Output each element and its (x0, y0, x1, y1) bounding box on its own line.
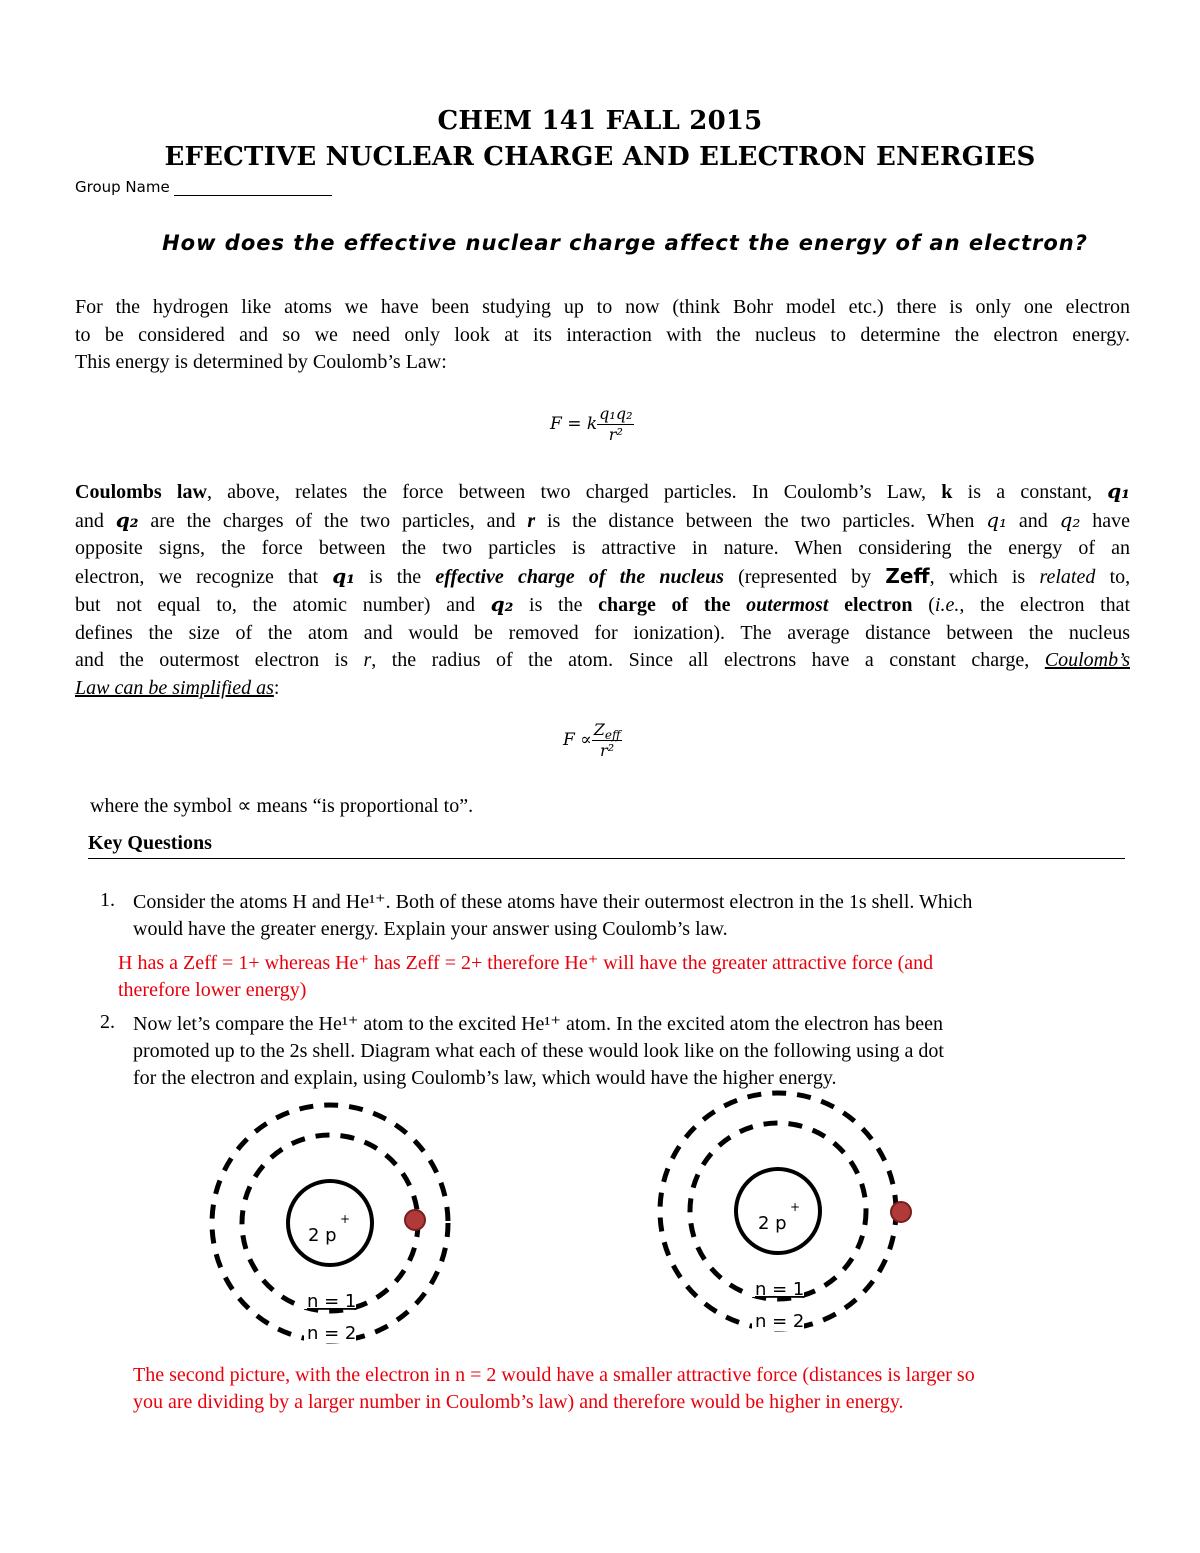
question-line: would have the greater energy. Explain your answer using Coulomb’s law. (133, 918, 728, 940)
electron-dot[interactable] (405, 1210, 425, 1230)
coulomb-paragraph (75, 478, 1130, 702)
coulomb-line: and the outermost electron is r, the radius of the atom. Since all electrons have a constant charge, Coulomb’s (75, 649, 1130, 671)
shell-n1 (690, 1123, 866, 1299)
equation-k: k (586, 414, 598, 434)
question-number: 1. (100, 889, 115, 911)
shell-n1-label: n = 1 (307, 1291, 357, 1312)
question-line: for the electron and explain, using Coulomb’s law, which would have the higher energy. (133, 1067, 837, 1089)
question-1 (133, 889, 1113, 943)
shell-n2-label: n = 2 (755, 1311, 805, 1332)
atom-diagram-ground (200, 1095, 460, 1350)
coulomb-line: but not equal to, the atomic number) and q₂ is the charge of the outermost electron (i.e., the electron that (75, 592, 1131, 616)
question-number: 2. (100, 1011, 115, 1033)
heading-divider (88, 858, 1125, 859)
answer-1 (118, 950, 1118, 1004)
shell-n2-label: n = 2 (307, 1323, 357, 1344)
topic-title: EFECTIVE NUCLEAR CHARGE AND ELECTRON ENERGIES (164, 142, 1036, 172)
answer-2 (133, 1362, 1133, 1416)
shell-n1 (242, 1135, 418, 1311)
answer-line: you are dividing by a larger number in Coulomb’s law) and therefore would be higher in energy. (133, 1391, 904, 1413)
nucleus-label: 2 p (308, 1225, 337, 1246)
atom-diagram-excited (648, 1083, 918, 1343)
equation-denominator: r² (608, 425, 623, 444)
coulomb-line: Coulombs law, above, relates the force between two charged particles. In Coulomb’s Law, k is a constant, q₁ (75, 479, 1131, 503)
equation-numerator: q₁q₂ (599, 404, 633, 423)
equation-lhs: F = (550, 414, 582, 434)
coulomb-line: opposite signs, the force between the two particles is attractive in nature. When considering the energy of an (75, 537, 1130, 559)
proportional-equation (563, 720, 622, 761)
equation-fraction (597, 404, 634, 445)
question-2 (133, 1011, 1123, 1092)
intro-paragraph (75, 294, 1130, 377)
electron-dot[interactable] (891, 1202, 911, 1222)
proportional-note: where the symbol ∝ means “is proportional to”. (90, 795, 474, 817)
intro-line: to be considered and so we need only look at its interaction with the nucleus to determine the electron energy. (75, 323, 1130, 346)
nucleus-charge: + (790, 1200, 801, 1214)
group-name-blank[interactable] (174, 181, 332, 196)
equation2-fraction: $\frac{Z_{eff}}{\text{r²}}$ (593, 720, 621, 760)
question-line: Consider the atoms H and He¹⁺. Both of these atoms have their outermost electron in the 1s shell. Which (133, 891, 973, 913)
main-question: How does the effective nuclear charge affect the energy of an electron? (162, 231, 1088, 255)
course-title: CHEM 141 FALL 2015 (437, 106, 763, 136)
group-name-field (75, 178, 332, 196)
nucleus-charge: + (340, 1212, 351, 1226)
intro-line: This energy is determined by Coulomb’s Law: (75, 351, 447, 373)
group-name-label: Group Name (75, 178, 170, 196)
coulomb-line: electron, we recognize that q₁ is the effective charge of the nucleus (represented by Zeff, which is related to, (75, 563, 1131, 588)
coulomb-term: Coulombs law (75, 481, 207, 503)
coulomb-equation (550, 404, 634, 445)
question-line: Now let’s compare the He¹⁺ atom to the excited He¹⁺ atom. In the excited atom the electron has been (133, 1013, 944, 1035)
coulomb-line: defines the size of the atom and would be removed for ionization). The average distance between the nucleus (75, 621, 1130, 644)
equation2-lhs: F ∝ (563, 730, 592, 750)
coulomb-line: Law can be simplified as: (75, 676, 280, 699)
answer-line: The second picture, with the electron in n = 2 would have a smaller attractive force (distances is larger so (133, 1364, 975, 1386)
nucleus-label: 2 p (758, 1213, 787, 1234)
key-questions-heading: Key Questions (88, 832, 212, 854)
intro-line: For the hydrogen like atoms we have been studying up to now (think Bohr model etc.) there is only one electron (75, 296, 1130, 318)
nucleus (736, 1169, 820, 1253)
nucleus (288, 1181, 372, 1265)
answer-line: H has a Zeff = 1+ whereas He⁺ has Zeff = 2+ therefore He⁺ will have the greater attractive force (and (118, 952, 934, 974)
coulomb-line: and q₂ are the charges of the two particles, and r is the distance between the two particles. When q₁ and q₂ have (75, 507, 1131, 532)
equation2-denominator: r² (592, 740, 623, 761)
answer-line: therefore lower energy) (118, 979, 307, 1001)
question-line: promoted up to the 2s shell. Diagram what each of these would look like on the following using a dot (133, 1040, 944, 1062)
equation2-numerator: Z (593, 720, 605, 739)
shell-n1-label: n = 1 (755, 1279, 805, 1300)
